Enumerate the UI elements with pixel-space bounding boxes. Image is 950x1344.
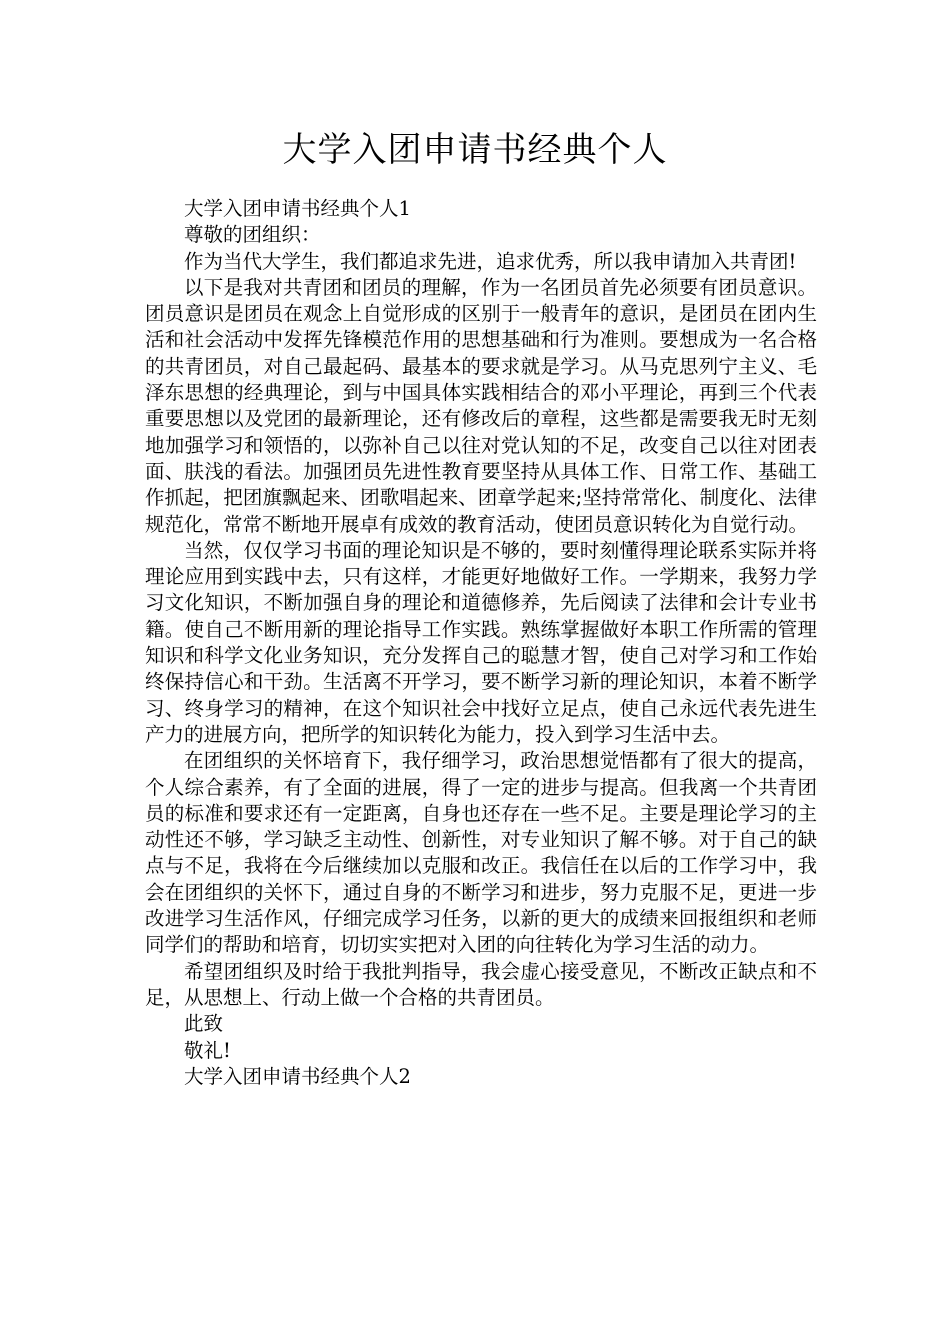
- paragraph-practice: 当然，仅仅学习书面的理论知识是不够的，要时刻懂得理论联系实际并将理论应用到实践中去，只有这样，才能更好地做好工作。一学期来，我努力学习文化知识，不断加强自身的理论和道德修养，先后阅读了法律和会计专业书籍。使自己不断用新的理论指导工作实践。熟练掌握做好本职工作所需的管理知识和科学文化业务知识，充分发挥自己的聪慧才智，使自己对学习和工作始终保持信心和干劲。生活离不开学习，要不断学习新的理论知识，本着不断学习、终身学习的精神，在这个知识社会中找好立足点，使自己永远代表先进生产力的进展方向，把所学的知识转化为能力，投入到学习生活中去。: [145, 538, 817, 746]
- paragraph-hope: 希望团组织及时给于我批判指导，我会虚心接受意见，不断改正缺点和不足，从思想上、行动上做一个合格的共青团员。: [145, 959, 817, 1009]
- closing-cizhi: 此致: [184, 1012, 224, 1036]
- section-heading-2: 大学入团申请书经典个人2: [184, 1064, 411, 1088]
- paragraph-progress: 在团组织的关怀培育下，我仔细学习，政治思想觉悟都有了很大的提高，个人综合素养，有了全面的进展，得了一定的进步与提高。但我离一个共青团员的标准和要求还有一定距离，自身也还存在一些不足。主要是理论学习的主动性还不够，学习缺乏主动性、创新性，对专业知识了解不够。对于自己的缺点与不足，我将在今后继续加以克服和改正。我信任在以后的工作学习中，我会在团组织的关怀下，通过自身的不断学习和进步，努力克服不足，更进一步改进学习生活作风，仔细完成学习任务，以新的更大的成绩来回报组织和老师同学们的帮助和培育，切切实实把对入团的向往转化为学习生活的动力。: [145, 749, 817, 957]
- document-body: [145, 196, 817, 1090]
- section-heading-1: 大学入团申请书经典个人1: [184, 197, 411, 220]
- paragraph-understanding: 以下是我对共青团和团员的理解，作为一名团员首先必须要有团员意识。团员意识是团员在观念上自觉形成的区别于一般青年的意识，是团员在团内生活和社会活动中发挥先锋模范作用的思想基础和行为准则。要想成为一名合格的共青团员，对自己最起码、最基本的要求就是学习。从马克思列宁主义、毛泽东思想的经典理论，到与中国具体实践相结合的邓小平理论，再到三个代表重要思想以及党团的最新理论，还有修改后的章程，这些都是需要我无时无刻地加强学习和领悟的，以弥补自己以往对党认知的不足，改变自己以往对团表面、肤浅的看法。加强团员先进性教育要坚持从具体工作、日常工作、基础工作抓起，把团旗飘起来、团歌唱起来、团章学起来;坚持常常化、制度化、法律规范化，常常不断地开展卓有成效的教育活动，使团员意识转化为自觉行动。: [145, 275, 817, 536]
- paragraph-intro: 作为当代大学生，我们都追求先进，追求优秀，所以我申请加入共青团!: [184, 249, 797, 273]
- document-title: 大学入团申请书经典个人: [282, 130, 668, 170]
- closing-jingli: 敬礼!: [184, 1038, 231, 1062]
- salutation: 尊敬的团组织：: [184, 223, 321, 247]
